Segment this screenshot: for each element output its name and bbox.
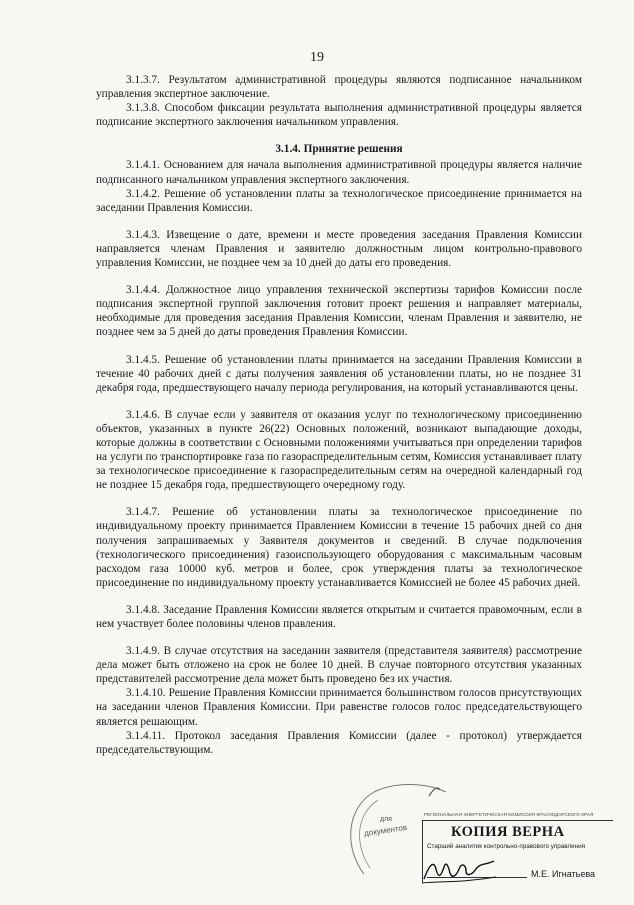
- section-title: 3.1.4. Принятие решения: [275, 143, 403, 156]
- certification-stamp: [320, 770, 620, 890]
- paragraph-3-1-4-9: 3.1.4.9. В случае отсутствия на заседании заявителя (представителя заявителя) рассмотрение дела может быть отложено на срок не более 10 дней. В случае повторного отсутствия указанных представителей рассмотрение дела может быть проведено без их участия.: [96, 645, 582, 686]
- stamp-header: РЕГИОНАЛЬНАЯ ЭНЕРГЕТИЧЕСКАЯ КОМИССИЯ КРАСНОДАРСКОГО КРАЯ: [424, 812, 594, 817]
- paragraph-3-1-4-3: 3.1.4.3. Извещение о дате, времени и месте проведения заседания Правления Комиссии направляется членам Правления и заявителю должностным лицом контрольно-правового управления Комиссии, не позднее чем за 10 дней до даты его проведения.: [96, 228, 582, 270]
- paragraph-3-1-4-1: 3.1.4.1. Основанием для начала выполнения административной процедуры является наличие подписанного начальником управления экспертного заключения.: [96, 159, 582, 186]
- paragraph-3-1-4-10: 3.1.4.10. Решение Правления Комиссии принимается большинством голосов присутствующих на заседании членов Правления Комиссии. При равенстве голосов голос председательствующего является решающим.: [96, 687, 582, 728]
- signature-icon: [420, 855, 500, 889]
- paragraph-3-1-4-8: 3.1.4.8. Заседание Правления Комиссии является открытым и считается правомочным, если в нем участвует более половины членов правления.: [96, 603, 582, 630]
- paragraph-3-1-4-7: 3.1.4.7. Решение об установлении платы за технологическое присоединение по индивидуальному проекту принимается Правлением Комиссии в течение 15 рабочих дней со дня получения запрашиваемых у Заявителя документов и сведений. В случае подключения (технологического присоединения) газоиспользующего оборудования с максимальным часовым расходом газа 10000 куб. метров и более, срок утверждения платы за технологическое присоединение по индивидуальному проекту устанавливается Комиссией не более 45 рабочих дней.: [96, 506, 582, 589]
- seal-text-top: для: [380, 816, 392, 823]
- paragraph-3-1-3-8: 3.1.3.8. Способом фиксации результата выполнения административной процедуры является подписание экспертного заключения начальником управления.: [96, 102, 582, 129]
- stamp-signer-name: М.Е. Игнатьева: [531, 869, 596, 879]
- page-number: 19: [310, 50, 324, 65]
- paragraph-3-1-4-6: 3.1.4.6. В случае если у заявителя от оказания услуг по технологическому присоединению объектов, указанных в пункте 26(22) Основных положений, возникают выпадающие доходы, которые должны в соответствии с Основными положениями учитываться при определении тарифов на услуги по транспортировке газа по газораспределительным сетям, Комиссия устанавливает плату за технологическое присоединение к газораспределительным сетям на очередной календарный год не позднее 15 декабря года, предшествующего очередному году.: [96, 408, 582, 492]
- paragraph-3-1-4-2: 3.1.4.2. Решение об установлении платы за технологическое присоединение принимается на заседании Правления Комиссии.: [96, 187, 582, 214]
- paragraph-3-1-4-11: 3.1.4.11. Протокол заседания Правления Комиссии (далее - протокол) утверждается председательствующим.: [96, 729, 582, 756]
- stamp-position: Старший аналитик контрольно-правового управления: [427, 843, 586, 850]
- stamp-title: КОПИЯ ВЕРНА: [451, 824, 565, 840]
- paragraph-3-1-3-7: 3.1.3.7. Результатом административной процедуры являются подписанное начальником управления экспертное заключение.: [96, 74, 582, 101]
- paragraph-3-1-4-4: 3.1.4.4. Должностное лицо управления технической экспертизы тарифов Комиссии после подписания экспертной группой заключения готовит проект решения и направляет материалы, необходимые для проведения заседания Правления Комиссии, членам Правления и заявителю, не позднее чем за 5 дней до даты проведения Правления Комиссии.: [96, 284, 582, 339]
- document-body: [96, 73, 582, 757]
- seal-text-bottom: документов: [363, 823, 408, 838]
- paragraph-3-1-4-5: 3.1.4.5. Решение об установлении платы принимается на заседании Правления Комиссии в течение 40 рабочих дней с даты получения заявления об установлении платы, но не позднее 31 декабря года, предшествующего началу периода регулирования, на который устанавливаются цены.: [96, 353, 582, 394]
